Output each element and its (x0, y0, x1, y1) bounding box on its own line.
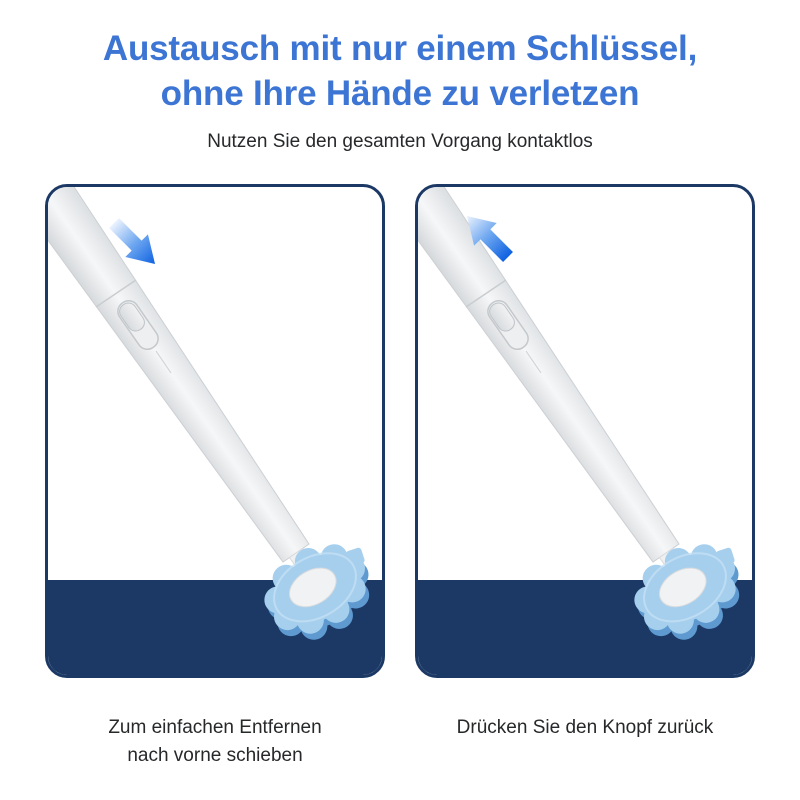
page-title-line-1: Austausch mit nur einem Schlüssel, (102, 29, 698, 68)
step-2-illustration (418, 187, 752, 675)
step-2-caption (415, 714, 755, 742)
instruction-panels (0, 184, 800, 678)
brush-wand (418, 187, 679, 562)
step-1-caption-line-1: Zum einfachen Entfernen (108, 717, 322, 738)
step-1-illustration (48, 187, 382, 675)
step-1-caption-line-2: nach vorne schieben (127, 745, 303, 766)
page-title (0, 26, 800, 116)
step-captions (0, 714, 800, 770)
step-2-caption-line-1: Drücken Sie den Knopf zurück (456, 717, 714, 738)
step-1-caption (45, 714, 385, 770)
instruction-panel-step-2 (415, 184, 755, 678)
subtitle: Nutzen Sie den gesamten Vorgang kontaktlos (207, 131, 593, 152)
instruction-panel-step-1 (45, 184, 385, 678)
page-title-line-2: ohne Ihre Hände zu verletzen (160, 74, 640, 113)
brush-wand (48, 187, 309, 562)
